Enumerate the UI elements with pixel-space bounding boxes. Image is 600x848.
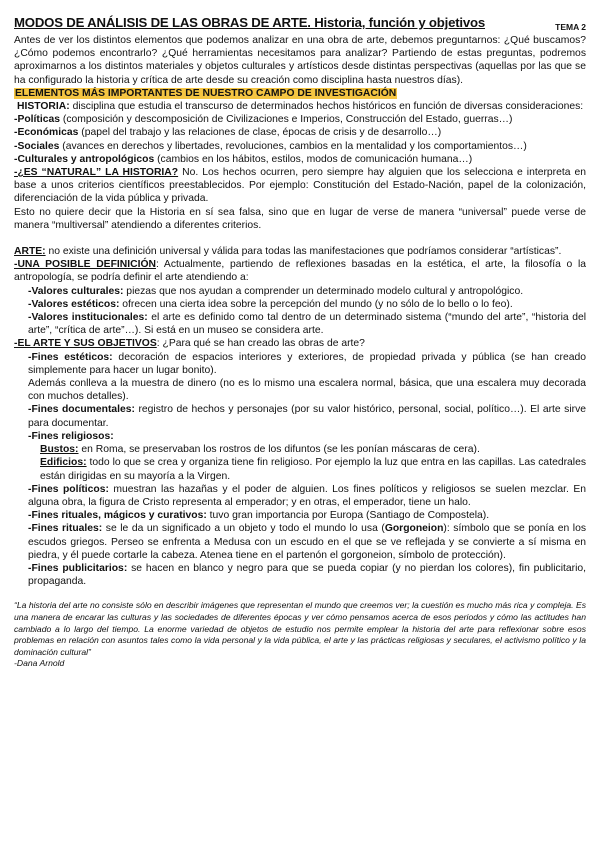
fines-text: muestran las hazañas y el poder de alguien. Los fines políticos y religiosos se suelen mezclar. En alguna obra, la figura de Cristo representa al emperador; y en otras, el emperador, tiene un halo.: [28, 483, 586, 508]
item-text: (cambios en los hábitos, estilos, modos de comunicación humana…): [154, 153, 473, 165]
historia-text: disciplina que estudia el transcurso de determinados hechos históricos en función de diversas consideraciones:: [72, 101, 584, 113]
fines-text: ): símbolo que se ponía en los escudos griegos. Perseo se enfrenta a Medusa con un escudo en el que se ve reflejada y se convierte a sí misma en piedra, y él puede cortarle la cabeza. Atenea tiene en el partenón el gorgoneion, símbolo de protección).: [28, 523, 586, 561]
def-text: : Actualmente, partiendo de reflexiones basadas en la estética, el arte, la filosofía o la antropología, se podría definir el arte atendiendo a:: [14, 259, 586, 284]
value-term: -Valores culturales:: [28, 285, 124, 297]
arte-objectives: [14, 337, 586, 350]
fines-term: -Fines religiosos:: [28, 430, 114, 442]
section-heading-line: [14, 87, 586, 100]
historia-natural-text: No. Los hechos ocurren, pero siempre hay alguien que los selecciona e interpreta en base a unos criterios científicos preestablecidos. Por ejemplo: Constitución del Estado-Nación, papel de la colonización, diferenciación de la vida pública y privada.: [14, 167, 587, 205]
document-page: [14, 14, 586, 670]
edificios: [14, 456, 586, 482]
fines-term: -Fines políticos:: [28, 483, 109, 495]
fines-esteticos: [14, 351, 586, 377]
fines-text: se le da un significado a un objeto y todo el mundo lo usa (: [102, 523, 385, 535]
fines-publicitarios: [14, 562, 586, 588]
item-text: (papel del trabajo y las relaciones de clase, épocas de crisis y de desarrollo…): [78, 127, 442, 139]
topic-tag: TEMA 2: [555, 22, 586, 32]
spacer: [14, 232, 586, 245]
item-text: (composición y descomposición de Civilizaciones e Imperios, Construcción del Estado, guerras…): [60, 114, 513, 126]
historia-natural-label: -¿ES “NATURAL” LA HISTORIA?: [14, 167, 179, 179]
bustos-term: Bustos:: [40, 444, 79, 456]
fines-text: registro de hechos y personajes (por su valor histórico, personal, social, político…). El arte sirve para documentar.: [28, 404, 586, 429]
fines-text: tuvo gran importancia por Europa (Santiago de Compostela).: [206, 510, 490, 522]
edificios-text: todo lo que se crea y organiza tiene fin religioso. Por ejemplo la luz que entra en las capillas. Las catedrales están dirigidas en su mayoría a la Virgen.: [40, 457, 586, 482]
section-heading: ELEMENTOS MÁS IMPORTANTES DE NUESTRO CAMPO DE INVESTIGACIÓN: [15, 87, 397, 99]
quote-text: “La historia del arte no consiste sólo en describir imágenes que representan el mundo que creemos ver; la cuestión es mucho más rica y compleja. Es una manera de encarar las culturas y las sociedades de diferentes épocas y ver cómo pensamos acerca de esos periodos y cómo las actitudes han cambiado a lo largo del tiempo. La enorme variedad de objetos de estudio nos permite emplear la historia del arte para reflexionar sobre esos problemas en relación con asuntos tales como la vida personal y la vida pública, el arte y las prácticas religiosas y seculares, el activismo político y la dominación cultural”: [14, 600, 586, 657]
intro-paragraph: Antes de ver los distintos elementos que podemos analizar en una obra de arte, debemos preguntarnos: ¿Qué buscamos? ¿Cómo podemos encontrarlo? ¿Qué herramientas necesitamos para analizar? Partiendo de estas preguntas, podremos aproximarnos a los distintos materiales y objetos culturales y artísticos desde distintas perspectivas (aquellas por las que se ha configurado la historia y crítica de arte desde su creación como disciplina hasta nuestros días).: [14, 35, 586, 86]
fines-text: se hacen en blanco y negro para que se pueda copiar (y no pierdan los colores), fin publicitario, propaganda.: [28, 562, 586, 588]
historia-definition: [14, 100, 586, 113]
value-term: -Valores estéticos:: [28, 298, 120, 310]
obj-label: -EL ARTE Y SUS OBJETIVOS: [14, 338, 157, 350]
fines-esteticos-extra: Además conlleva a la muestra de dinero (no es lo mismo una escalera normal, básica, que una escalera muy decorada con muchos detalles).: [28, 378, 586, 403]
item-term: -Sociales: [14, 140, 60, 152]
fines-documentales: [14, 403, 586, 429]
item-term: -Económicas: [14, 127, 79, 139]
header: [14, 14, 586, 34]
def-label: -UNA POSIBLE DEFINICIÓN: [14, 259, 156, 271]
arte-label: ARTE:: [14, 246, 46, 258]
page-title: MODOS DE ANÁLISIS DE LAS OBRAS DE ARTE. Historia, función y objetivos: [14, 15, 486, 30]
fines-term: -Fines documentales:: [28, 404, 135, 416]
fines-rituales: [14, 522, 586, 562]
list-item: [14, 140, 586, 153]
fines-term: -Fines rituales:: [28, 523, 103, 535]
fines-politicos: [14, 483, 586, 509]
list-item: [14, 113, 586, 126]
value-item: [14, 311, 586, 337]
historia-label: HISTORIA:: [17, 101, 70, 113]
item-term: -Culturales y antropológicos: [14, 153, 155, 165]
arte-definition: [14, 245, 586, 258]
arte-possible-definition: [14, 258, 586, 284]
item-text: (avances en derechos y libertades, revoluciones, cambios en la mentalidad y los comportamientos…): [59, 140, 527, 152]
list-item: [14, 126, 586, 139]
list-item: [14, 153, 586, 166]
obj-text: : ¿Para qué se han creado las obras de arte?: [156, 338, 365, 350]
value-item: [14, 285, 586, 298]
edificios-term: Edificios:: [40, 457, 87, 469]
bustos-text: en Roma, se preservaban los rostros de los difuntos (se les ponían máscaras de cera).: [78, 444, 480, 456]
gorgoneion-term: Gorgoneion: [384, 523, 444, 535]
fines-term: -Fines estéticos:: [28, 351, 113, 363]
historia-natural: [14, 166, 586, 206]
value-item: [14, 298, 586, 311]
fines-religiosos: [14, 430, 586, 443]
quote-author: -Dana Arnold: [14, 658, 65, 669]
bustos: [14, 443, 586, 456]
value-text: el arte es definido como tal dentro de un determinado sistema (“mundo del arte”, “historia del arte”, “crítica de arte”…). Si está en un museo se considera arte.: [28, 312, 586, 337]
historia-closing: Esto no quiere decir que la Historia en sí sea falsa, sino que en lugar de verse de manera “universal” puede verse de manera “multiversal” atendiendo a diferentes criterios.: [14, 206, 586, 231]
value-text: piezas que nos ayudan a comprender un determinado modelo cultural y antropológico.: [123, 285, 524, 297]
fines-rituales-magicos: [14, 509, 586, 522]
fines-term: -Fines rituales, mágicos y curativos:: [28, 510, 207, 522]
fines-term: -Fines publicitarios:: [28, 562, 128, 574]
arte-text: no existe una definición universal y válida para todas las manifestaciones que podríamos considerar “artísticas”.: [45, 246, 562, 258]
fines-text: decoración de espacios interiores y exteriores, de propiedad privada y pública (se han creado simplemente para hacer un lugar bonito).: [28, 351, 586, 376]
value-term: -Valores institucionales:: [28, 312, 148, 324]
value-text: ofrecen una cierta idea sobre la percepción del mundo (y no sólo de lo bello o lo feo).: [119, 298, 513, 310]
item-term: -Políticas: [14, 114, 60, 126]
